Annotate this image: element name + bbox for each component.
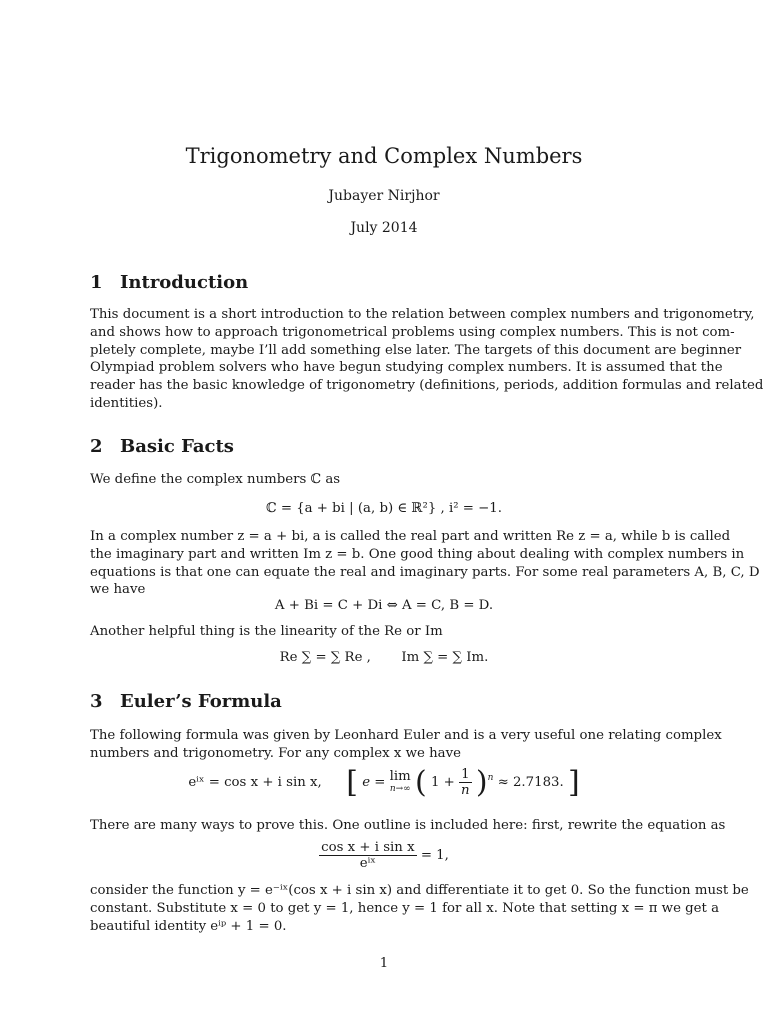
fraction-euler-ratio [319,840,416,871]
paragraph-line: We define the complex numbers ℂ as [90,472,341,487]
paragraph-line: constant. Substitute x = 0 to get y = 1, hence y = 1 for all x. Note that setting x = π we get a [90,900,720,916]
paragraph-line: The following formula was given by Leonhard Euler and is a very useful one relating complex [90,728,722,743]
section-number: 3 [90,691,103,712]
equation-approx: ≈ 2.7183. [497,775,564,790]
paragraph-line: There are many ways to prove this. One outline is included here: first, rewrite the equation as [90,818,726,833]
equation-complex-set: ℂ = {a + bi | (a, b) ∈ ℝ²} , i² = −1. [266,501,502,516]
paren-close-icon: ) [475,765,488,800]
section-number: 1 [90,272,103,293]
document-date: July 2014 [350,220,418,236]
equation-linearity-re: Re ∑ = ∑ Re , [279,650,371,665]
exponent-n: n [487,773,494,783]
paragraph-line: identities). [90,395,163,411]
euler-conclusion-paragraph [90,882,749,935]
paragraph-line: In a complex number z = a + bi, a is called the real part and written Re z = a, while b is called [90,529,731,544]
paragraph-line: and shows how to approach trigonometrical problems using complex numbers. This is not com- [90,324,735,340]
fraction-one-over-n [459,767,472,798]
euler-proof-paragraph [90,817,726,835]
document-author: Jubayer Nirjhor [328,188,440,204]
equation-one-plus: 1 + [430,775,455,790]
section-title: Basic Facts [120,436,234,457]
paragraph-line: Another helpful thing is the linearity of the Re or Im [90,624,443,639]
limit-label: lim [389,768,411,784]
paragraph-line: reader has the basic knowledge of trigonometry (definitions, periods, addition formulas and related [90,378,764,394]
section-heading-introduction [90,272,248,293]
paragraph-line: beautiful identity eⁱᵖ + 1 = 0. [90,918,287,934]
fraction-numerator: cos x + i sin x [321,840,415,855]
basic-linearity-paragraph [90,623,678,641]
paragraph-line: equations is that one can equate the real and imaginary parts. For some real parameters A, B, C, D [90,564,760,580]
basic-define-paragraph [90,471,678,489]
equation-euler-ratio [90,840,678,871]
section-heading-basic-facts [90,436,234,457]
equation-euler-lhs: eⁱˣ = cos x + i sin x, [188,775,322,790]
paragraph-line: numbers and trigonometry. For any complex x we have [90,745,461,761]
paragraph-line: pletely complete, maybe I’ll add something else later. The targets of this document are beginner [90,342,742,358]
bracket-open-icon: [ [346,765,358,800]
limit-subscript: n→∞ [389,783,411,794]
section-title: Introduction [120,272,249,293]
equation-rhs: = 1, [420,848,449,863]
fraction-denominator: n [461,783,470,798]
bracket-close-icon: ] [567,765,580,800]
paren-open-icon: ( [415,765,427,800]
basic-real-imaginary-paragraph [90,528,760,599]
paragraph-line: the imaginary part and written Im z = b. One good thing about dealing with complex numbers in [90,546,745,562]
fraction-numerator: 1 [459,767,472,783]
equation-equate-parts: A + Bi = C + Di ⇔ A = C, B = D. [274,598,494,613]
paragraph-line: Olympiad problem solvers who have begun studying complex numbers. It is assumed that the [90,360,723,376]
section-number: 2 [90,436,103,457]
document-title: Trigonometry and Complex Numbers [185,144,583,168]
equation-linearity-im: Im ∑ = ∑ Im. [401,650,489,665]
section-heading-eulers-formula [90,691,282,712]
equation-euler-formula [90,765,678,800]
euler-intro-paragraph [90,727,722,763]
intro-paragraph [90,306,764,413]
paragraph-line: we have [90,582,146,598]
page-number: 1 [379,956,389,971]
paragraph-line: This document is a short introduction to the relation between complex numbers and trigonometry, [90,307,755,322]
equation-linearity [90,650,678,665]
limit-operator [389,768,411,795]
fraction-denominator: eⁱˣ [359,856,376,871]
equation-e-def: e = [362,775,386,790]
section-title: Euler’s Formula [120,691,282,712]
paragraph-line: consider the function y = e⁻ⁱˣ(cos x + i sin x) and differentiate it to get 0. So the function must be [90,883,749,898]
